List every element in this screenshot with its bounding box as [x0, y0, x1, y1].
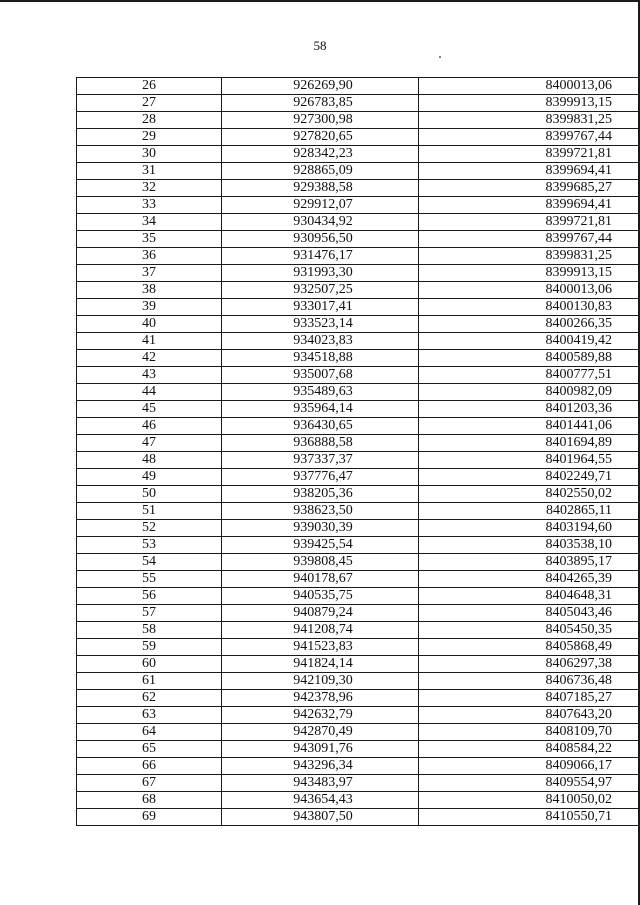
x-coordinate-cell: 941523,83 — [222, 639, 419, 656]
x-coordinate-cell: 935964,14 — [222, 401, 419, 418]
table-row — [77, 214, 640, 231]
y-coordinate-cell: 8402550,02 — [419, 486, 640, 503]
table-row — [77, 503, 640, 520]
x-coordinate-cell: 938623,50 — [222, 503, 419, 520]
y-coordinate-cell: 8404265,39 — [419, 571, 640, 588]
point-number-cell: 29 — [77, 129, 222, 146]
point-number-cell: 34 — [77, 214, 222, 231]
table-row — [77, 571, 640, 588]
x-coordinate-cell: 935007,68 — [222, 367, 419, 384]
point-number-cell: 53 — [77, 537, 222, 554]
table-row — [77, 452, 640, 469]
y-coordinate-cell: 8399694,41 — [419, 163, 640, 180]
y-coordinate-cell: 8399913,15 — [419, 265, 640, 282]
x-coordinate-cell: 930956,50 — [222, 231, 419, 248]
point-number-cell: 65 — [77, 741, 222, 758]
table-row — [77, 367, 640, 384]
y-coordinate-cell: 8405450,35 — [419, 622, 640, 639]
y-coordinate-cell: 8406297,38 — [419, 656, 640, 673]
y-coordinate-cell: 8399767,44 — [419, 129, 640, 146]
y-coordinate-cell: 8402249,71 — [419, 469, 640, 486]
table-row — [77, 316, 640, 333]
table-row — [77, 248, 640, 265]
y-coordinate-cell: 8407643,20 — [419, 707, 640, 724]
x-coordinate-cell: 934518,88 — [222, 350, 419, 367]
y-coordinate-cell: 8400013,06 — [419, 282, 640, 299]
y-coordinate-cell: 8401203,36 — [419, 401, 640, 418]
table-row — [77, 622, 640, 639]
table-row — [77, 350, 640, 367]
x-coordinate-cell: 931476,17 — [222, 248, 419, 265]
x-coordinate-cell: 943807,50 — [222, 809, 419, 826]
table-row — [77, 520, 640, 537]
y-coordinate-cell: 8401964,55 — [419, 452, 640, 469]
table-row — [77, 163, 640, 180]
table-row — [77, 673, 640, 690]
y-coordinate-cell: 8400266,35 — [419, 316, 640, 333]
y-coordinate-cell: 8399913,15 — [419, 95, 640, 112]
x-coordinate-cell: 935489,63 — [222, 384, 419, 401]
point-number-cell: 26 — [77, 78, 222, 95]
point-number-cell: 33 — [77, 197, 222, 214]
y-coordinate-cell: 8408109,70 — [419, 724, 640, 741]
y-coordinate-cell: 8405043,46 — [419, 605, 640, 622]
x-coordinate-cell: 941824,14 — [222, 656, 419, 673]
table-row — [77, 809, 640, 826]
table-row — [77, 486, 640, 503]
x-coordinate-cell: 934023,83 — [222, 333, 419, 350]
point-number-cell: 60 — [77, 656, 222, 673]
table-row — [77, 588, 640, 605]
y-coordinate-cell: 8409554,97 — [419, 775, 640, 792]
page-number: 58 — [313, 38, 327, 53]
table-row — [77, 792, 640, 809]
table-row — [77, 775, 640, 792]
point-number-cell: 41 — [77, 333, 222, 350]
x-coordinate-cell: 940535,75 — [222, 588, 419, 605]
table-row — [77, 197, 640, 214]
x-coordinate-cell: 936888,58 — [222, 435, 419, 452]
x-coordinate-cell: 936430,65 — [222, 418, 419, 435]
point-number-cell: 35 — [77, 231, 222, 248]
point-number-cell: 64 — [77, 724, 222, 741]
x-coordinate-cell: 926269,90 — [222, 78, 419, 95]
point-number-cell: 57 — [77, 605, 222, 622]
point-number-cell: 61 — [77, 673, 222, 690]
point-number-cell: 50 — [77, 486, 222, 503]
point-number-cell: 30 — [77, 146, 222, 163]
table-row — [77, 333, 640, 350]
coordinates-table — [76, 77, 640, 826]
table-row — [77, 639, 640, 656]
point-number-cell: 39 — [77, 299, 222, 316]
table-row — [77, 418, 640, 435]
table-row — [77, 384, 640, 401]
x-coordinate-cell: 939030,39 — [222, 520, 419, 537]
table-row — [77, 605, 640, 622]
table-row — [77, 724, 640, 741]
point-number-cell: 28 — [77, 112, 222, 129]
y-coordinate-cell: 8399694,41 — [419, 197, 640, 214]
y-coordinate-cell: 8403538,10 — [419, 537, 640, 554]
table-row — [77, 78, 640, 95]
table-row — [77, 741, 640, 758]
x-coordinate-cell: 943296,34 — [222, 758, 419, 775]
table-row — [77, 282, 640, 299]
y-coordinate-cell: 8403895,17 — [419, 554, 640, 571]
point-number-cell: 68 — [77, 792, 222, 809]
x-coordinate-cell: 939425,54 — [222, 537, 419, 554]
table-row — [77, 146, 640, 163]
x-coordinate-cell: 943091,76 — [222, 741, 419, 758]
point-number-cell: 31 — [77, 163, 222, 180]
y-coordinate-cell: 8399721,81 — [419, 214, 640, 231]
table-row — [77, 231, 640, 248]
table-row — [77, 401, 640, 418]
point-number-cell: 36 — [77, 248, 222, 265]
point-number-cell: 48 — [77, 452, 222, 469]
point-number-cell: 43 — [77, 367, 222, 384]
point-number-cell: 47 — [77, 435, 222, 452]
x-coordinate-cell: 927300,98 — [222, 112, 419, 129]
y-coordinate-cell: 8406736,48 — [419, 673, 640, 690]
y-coordinate-cell: 8409066,17 — [419, 758, 640, 775]
point-number-cell: 55 — [77, 571, 222, 588]
x-coordinate-cell: 927820,65 — [222, 129, 419, 146]
point-number-cell: 51 — [77, 503, 222, 520]
point-number-cell: 62 — [77, 690, 222, 707]
point-number-cell: 42 — [77, 350, 222, 367]
x-coordinate-cell: 933017,41 — [222, 299, 419, 316]
x-coordinate-cell: 940178,67 — [222, 571, 419, 588]
point-number-cell: 59 — [77, 639, 222, 656]
coordinates-table-body — [77, 78, 640, 826]
point-number-cell: 52 — [77, 520, 222, 537]
point-number-cell: 67 — [77, 775, 222, 792]
table-row — [77, 265, 640, 282]
table-row — [77, 656, 640, 673]
x-coordinate-cell: 931993,30 — [222, 265, 419, 282]
y-coordinate-cell: 8400589,88 — [419, 350, 640, 367]
point-number-cell: 46 — [77, 418, 222, 435]
y-coordinate-cell: 8401441,06 — [419, 418, 640, 435]
y-coordinate-cell: 8401694,89 — [419, 435, 640, 452]
y-coordinate-cell: 8400130,83 — [419, 299, 640, 316]
y-coordinate-cell: 8404648,31 — [419, 588, 640, 605]
table-row — [77, 537, 640, 554]
y-coordinate-cell: 8405868,49 — [419, 639, 640, 656]
table-row — [77, 180, 640, 197]
x-coordinate-cell: 930434,92 — [222, 214, 419, 231]
y-coordinate-cell: 8403194,60 — [419, 520, 640, 537]
table-row — [77, 129, 640, 146]
x-coordinate-cell: 926783,85 — [222, 95, 419, 112]
y-coordinate-cell: 8400982,09 — [419, 384, 640, 401]
x-coordinate-cell: 940879,24 — [222, 605, 419, 622]
x-coordinate-cell: 943483,97 — [222, 775, 419, 792]
point-number-cell: 49 — [77, 469, 222, 486]
x-coordinate-cell: 942632,79 — [222, 707, 419, 724]
x-coordinate-cell: 932507,25 — [222, 282, 419, 299]
y-coordinate-cell: 8400777,51 — [419, 367, 640, 384]
x-coordinate-cell: 943654,43 — [222, 792, 419, 809]
point-number-cell: 69 — [77, 809, 222, 826]
point-number-cell: 58 — [77, 622, 222, 639]
page-border-top — [0, 0, 640, 2]
point-number-cell: 32 — [77, 180, 222, 197]
table-row — [77, 112, 640, 129]
y-coordinate-cell: 8410050,02 — [419, 792, 640, 809]
table-row — [77, 469, 640, 486]
x-coordinate-cell: 942870,49 — [222, 724, 419, 741]
y-coordinate-cell: 8400419,42 — [419, 333, 640, 350]
x-coordinate-cell: 933523,14 — [222, 316, 419, 333]
point-number-cell: 63 — [77, 707, 222, 724]
point-number-cell: 56 — [77, 588, 222, 605]
x-coordinate-cell: 929912,07 — [222, 197, 419, 214]
y-coordinate-cell: 8399831,25 — [419, 112, 640, 129]
x-coordinate-cell: 942378,96 — [222, 690, 419, 707]
point-number-cell: 44 — [77, 384, 222, 401]
y-coordinate-cell: 8399767,44 — [419, 231, 640, 248]
point-number-cell: 37 — [77, 265, 222, 282]
point-number-cell: 66 — [77, 758, 222, 775]
table-row — [77, 758, 640, 775]
x-coordinate-cell: 938205,36 — [222, 486, 419, 503]
x-coordinate-cell: 941208,74 — [222, 622, 419, 639]
y-coordinate-cell: 8399685,27 — [419, 180, 640, 197]
y-coordinate-cell: 8402865,11 — [419, 503, 640, 520]
point-number-cell: 45 — [77, 401, 222, 418]
y-coordinate-cell: 8400013,06 — [419, 78, 640, 95]
y-coordinate-cell: 8410550,71 — [419, 809, 640, 826]
y-coordinate-cell: 8407185,27 — [419, 690, 640, 707]
y-coordinate-cell: 8399721,81 — [419, 146, 640, 163]
y-coordinate-cell: 8408584,22 — [419, 741, 640, 758]
scan-speck — [439, 56, 441, 58]
point-number-cell: 27 — [77, 95, 222, 112]
x-coordinate-cell: 929388,58 — [222, 180, 419, 197]
y-coordinate-cell: 8399831,25 — [419, 248, 640, 265]
table-row — [77, 299, 640, 316]
x-coordinate-cell: 937776,47 — [222, 469, 419, 486]
point-number-cell: 54 — [77, 554, 222, 571]
point-number-cell: 38 — [77, 282, 222, 299]
point-number-cell: 40 — [77, 316, 222, 333]
x-coordinate-cell: 928865,09 — [222, 163, 419, 180]
table-row — [77, 95, 640, 112]
table-row — [77, 690, 640, 707]
x-coordinate-cell: 939808,45 — [222, 554, 419, 571]
table-row — [77, 435, 640, 452]
x-coordinate-cell: 942109,30 — [222, 673, 419, 690]
table-row — [77, 707, 640, 724]
table-row — [77, 554, 640, 571]
x-coordinate-cell: 928342,23 — [222, 146, 419, 163]
x-coordinate-cell: 937337,37 — [222, 452, 419, 469]
